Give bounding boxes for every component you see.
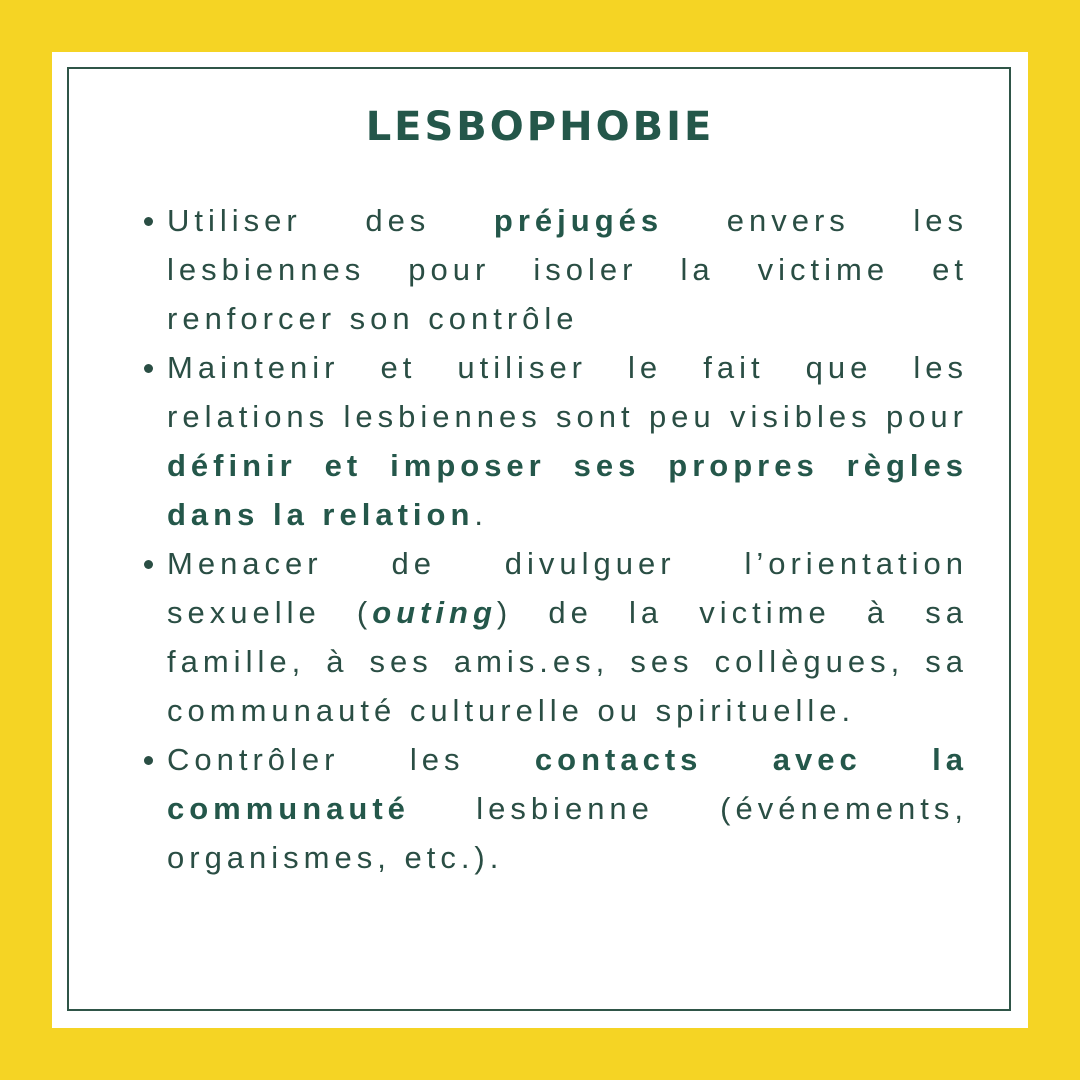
- bullet-list: [142, 196, 968, 882]
- emphasis-text: contacts avec la communauté: [167, 742, 968, 826]
- content-card: [52, 52, 1028, 1028]
- body-text: Contrôler les: [167, 742, 535, 777]
- list-item: [142, 735, 968, 882]
- page-title: LESBOPHOBIE: [365, 104, 715, 150]
- bullet-icon: [144, 560, 153, 569]
- body-text: ) de la victime à sa famille, à ses amis.es, ses collègues, sa communauté culturelle ou spirituelle.: [167, 595, 968, 728]
- emphasis-text: préjugés: [493, 203, 664, 238]
- list-item: [142, 343, 968, 539]
- body-text: Maintenir et utiliser le fait que les relations lesbiennes sont peu visibles pour: [167, 350, 968, 434]
- body-text: envers les lesbiennes pour isoler la victime et renforcer son contrôle: [167, 203, 968, 336]
- body-text: Utiliser des: [167, 203, 494, 238]
- list-item: [142, 196, 968, 343]
- emphasis-text: définir et imposer ses propres règles dans la relation: [167, 448, 968, 532]
- bullet-icon: [144, 217, 153, 226]
- bullet-icon: [144, 756, 153, 765]
- body-text: Menacer de divulguer l’orientation sexuelle (: [167, 546, 968, 630]
- bullet-icon: [144, 364, 153, 373]
- emphasis-wrapper: [372, 595, 497, 630]
- list-item: [142, 539, 968, 735]
- emphasis-text: outing: [372, 595, 497, 630]
- body-text: .: [474, 497, 489, 532]
- body-text: lesbienne (événements, organismes, etc.).: [167, 791, 968, 875]
